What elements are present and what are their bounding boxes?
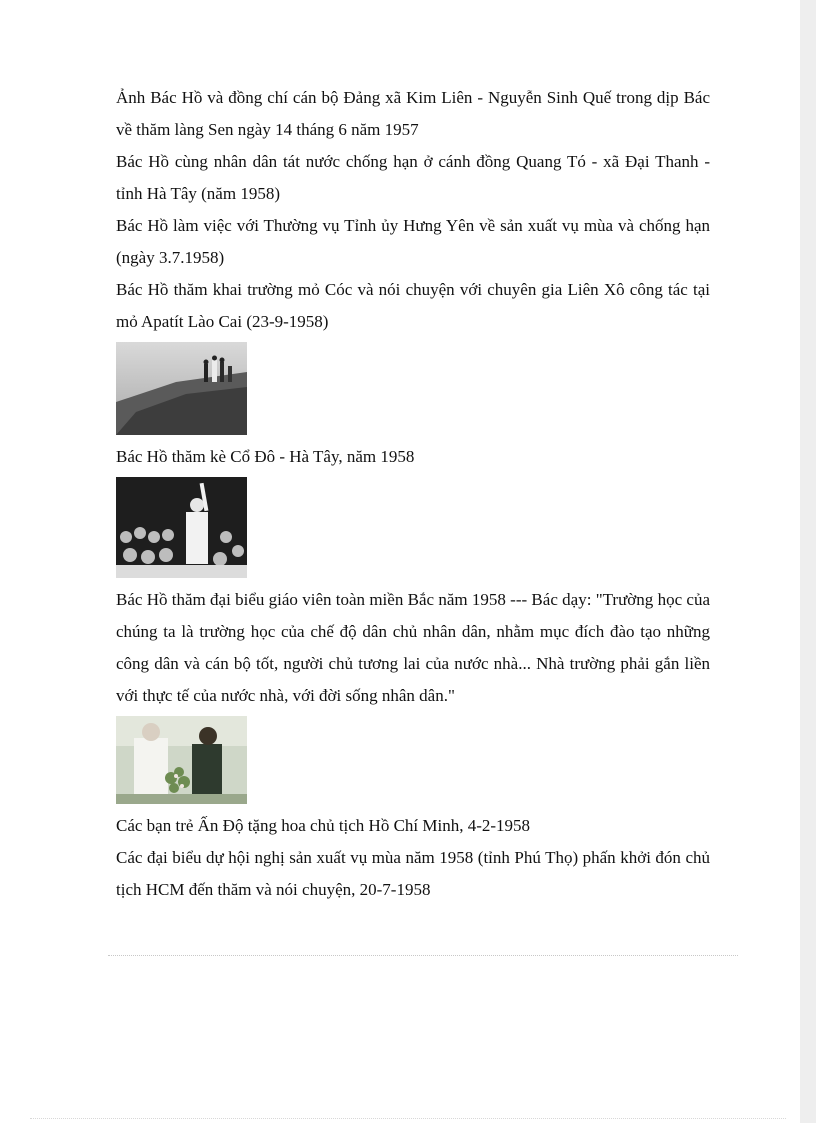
photo-an-do-tang-hoa <box>116 716 247 804</box>
photo-dai-bieu-giao-vien <box>116 477 247 578</box>
caption-ke-co-do: Bác Hồ thăm kè Cổ Đô - Hà Tây, năm 1958 <box>116 447 415 466</box>
caption-phu-tho: Các đại biểu dự hội nghị sản xuất vụ mùa năm 1958 (tỉnh Phú Thọ) phấn khởi đón chủ tịch HCM đến thăm và nói chuyện, 20-7-1958 <box>116 848 710 899</box>
document-body <box>116 82 710 906</box>
caption-dai-bieu-giao-vien: Bác Hồ thăm đại biểu giáo viên toàn miền Bắc năm 1958 --- Bác dạy: "Trường học của chúng ta là trường học của chế độ dân chủ nhân dân, nhằm mục đích đào tạo những công dân và cán bộ tốt, người chủ tương lai của nước nhà... Nhà trường phải gắn liền với thực tế của nước nhà, với đời sống nhân dân." <box>116 590 710 705</box>
caption-hung-yen: Bác Hồ làm việc với Thường vụ Tỉnh ủy Hưng Yên về sản xuất vụ mùa và chống hạn (ngày 3.7.1958) <box>116 216 710 267</box>
page-margin-bar <box>800 0 816 1123</box>
bottom-rule <box>30 1118 786 1119</box>
caption-apatit-lao-cai: Bác Hồ thăm khai trường mỏ Cóc và nói chuyện với chuyên gia Liên Xô công tác tại mỏ Apatít Lào Cai (23-9-1958) <box>116 280 710 331</box>
caption-kim-lien: Ảnh Bác Hồ và đồng chí cán bộ Đảng xã Kim Liên - Nguyễn Sinh Quế trong dịp Bác về thăm làng Sen ngày 14 tháng 6 năm 1957 <box>116 88 710 139</box>
caption-an-do: Các bạn trẻ Ấn Độ tặng hoa chủ tịch Hồ Chí Minh, 4-2-1958 <box>116 816 531 835</box>
photo-ke-co-do <box>116 342 247 435</box>
caption-quang-to: Bác Hồ cùng nhân dân tát nước chống hạn ở cánh đồng Quang Tó - xã Đại Thanh - tỉnh Hà Tây (năm 1958) <box>116 152 710 203</box>
